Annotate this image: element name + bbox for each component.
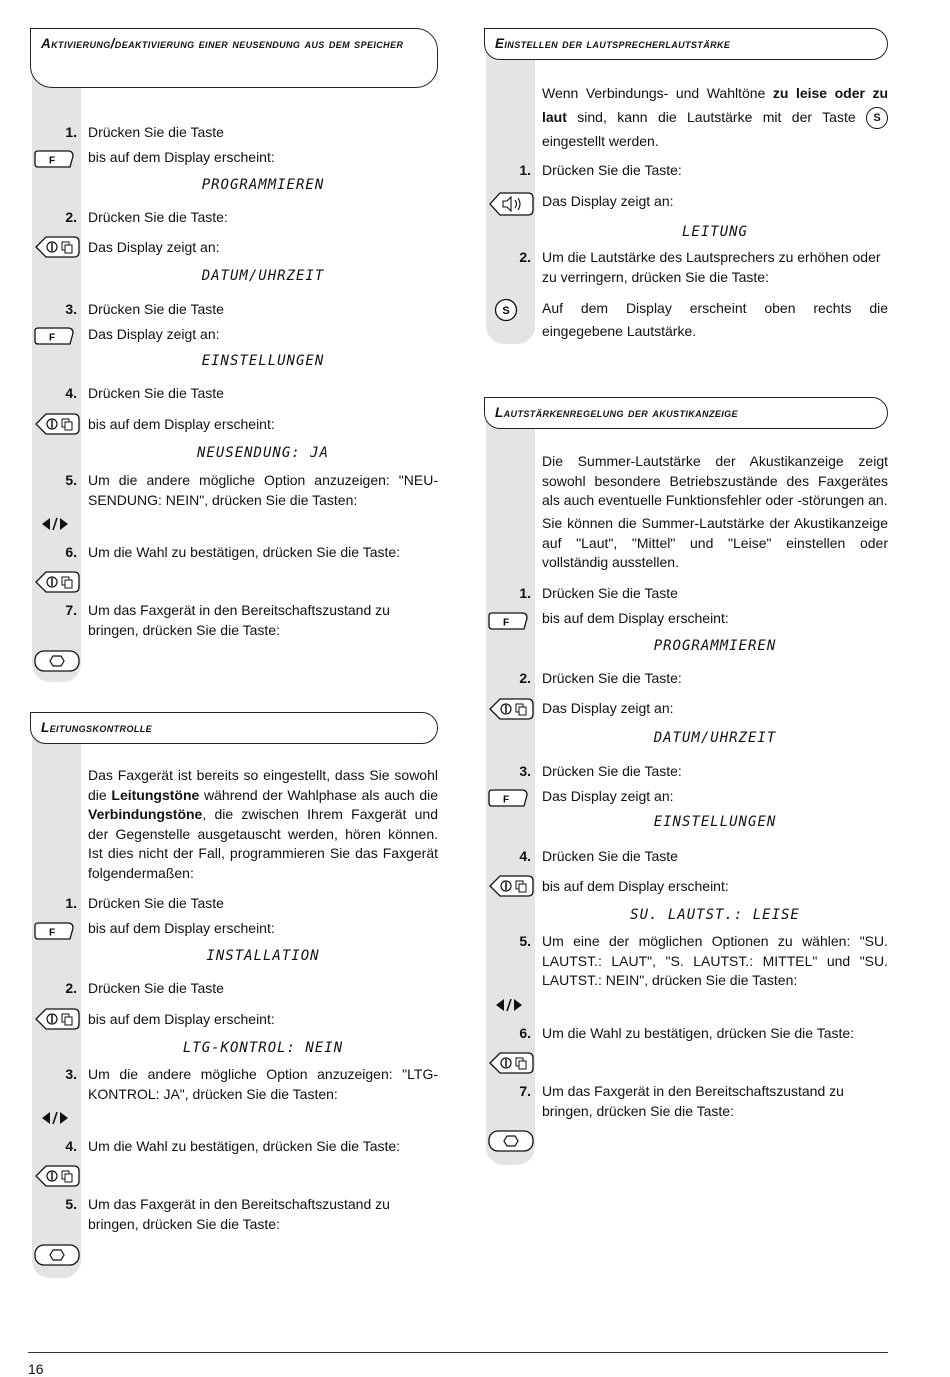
step-number: 2. xyxy=(519,249,531,265)
menu-key-icon xyxy=(488,1052,532,1072)
step-number: 5. xyxy=(519,933,531,949)
display-text: PROGRAMMIEREN xyxy=(201,177,325,193)
step-text: Um die Lautstärke des Lautsprechers zu erhöhen oder zu verringern, drücken Sie die Taste: xyxy=(542,249,881,285)
step-text: Drücken Sie die Taste: xyxy=(88,209,228,225)
step-number: 3. xyxy=(65,1066,77,1082)
step-number: 1. xyxy=(519,585,531,601)
step-text: Drücken Sie die Taste xyxy=(542,585,678,601)
arrow-keys-icon xyxy=(40,515,84,535)
footer-divider xyxy=(28,1352,888,1353)
section-title: Leitungskontrolle xyxy=(41,720,153,735)
menu-key-icon xyxy=(34,1165,78,1185)
s-key-icon xyxy=(494,298,538,318)
step-text: bis auf dem Display erscheint: xyxy=(88,920,275,936)
arrow-keys-icon xyxy=(494,996,538,1016)
svg-text:F: F xyxy=(48,927,56,939)
step-text: bis auf dem Display erscheint: xyxy=(88,416,275,432)
display-text: LTG-KONTROL: NEIN xyxy=(182,1040,344,1056)
step-text: Um die Wahl zu bestätigen, drücken Sie die Taste: xyxy=(542,1025,855,1041)
menu-key-icon xyxy=(488,875,532,895)
s-key-icon: S xyxy=(866,107,888,129)
svg-text:F: F xyxy=(48,332,56,344)
display-text: DATUM/UHRZEIT xyxy=(653,730,777,746)
step-text: bis auf dem Display erscheint: xyxy=(542,878,729,894)
menu-key-icon xyxy=(488,698,532,718)
section-header xyxy=(30,712,438,744)
step-text: bis auf dem Display erscheint: xyxy=(542,610,729,626)
step-text: Das Display zeigt an: xyxy=(88,239,220,255)
f-key-icon xyxy=(488,788,532,808)
display-text: EINSTELLUNGEN xyxy=(653,814,777,830)
display-text: SU. LAUTST.: LEISE xyxy=(630,907,800,923)
step-text: Um das Faxgerät in den Bereitschaftszustand zu bringen, drücken Sie die Taste: xyxy=(542,1083,844,1119)
step-text: Um die Wahl zu bestätigen, drücken Sie die Taste: xyxy=(88,544,401,560)
step-number: 1. xyxy=(65,124,77,140)
section-title: Aktivierung/deaktivierung einer neusendung aus dem speicher xyxy=(41,36,404,51)
step-text: Um die andere mögliche Option anzuzeigen: "NEU-SENDUNG: NEIN", drücken Sie die Tasten: xyxy=(88,472,438,508)
menu-key-icon xyxy=(34,413,78,433)
menu-key-icon xyxy=(34,236,78,256)
section-title: Lautstärkenregelung der akustikanzeige xyxy=(495,405,738,420)
intro-paragraph: Das Faxgerät ist bereits so eingestellt, dass Sie sowohl die Leitungstöne während der Wahlphase als auch die Verbindungstöne, die zwischen Ihrem Faxgerät und der Gegenstelle ausgetauscht werden, hören können. Ist dies nicht der Fall, programmieren Sie das Faxgerät folgendermaßen: xyxy=(88,767,438,881)
step-number: 5. xyxy=(65,1196,77,1212)
display-text: INSTALLATION xyxy=(206,948,320,964)
step-text: Das Display zeigt an: xyxy=(542,700,674,716)
step-text: Drücken Sie die Taste: xyxy=(542,162,682,178)
step-number: 2. xyxy=(65,980,77,996)
section-header xyxy=(484,397,888,429)
step-number: 7. xyxy=(65,602,77,618)
step-text: Um das Faxgerät in den Bereitschaftszustand zu bringen, drücken Sie die Taste: xyxy=(88,602,390,638)
step-number: 4. xyxy=(519,848,531,864)
section-title: Einstellen der lautsprecherlautstärke xyxy=(495,36,731,51)
step-text: Drücken Sie die Taste: xyxy=(542,670,682,686)
svg-text:F: F xyxy=(48,155,56,167)
intro-paragraph: Die Summer-Lautstärke der Akustikanzeige zeigt sowohl besondere Betriebszustände des Faxgerätes als auch eventuelle Funktionsfehler oder -störungen an. xyxy=(542,453,888,508)
step-text: Drücken Sie die Taste xyxy=(88,895,224,911)
step-text: bis auf dem Display erscheint: xyxy=(88,149,275,165)
intro-paragraph: Sie können die Summer-Lautstärke der Akustikanzeige auf "Laut", "Mittel" und "Leise" einstellen oder vollständig ausstellen. xyxy=(542,515,888,570)
step-number: 3. xyxy=(519,763,531,779)
step-number: 4. xyxy=(65,385,77,401)
step-number: 5. xyxy=(65,472,77,488)
step-number: 3. xyxy=(65,301,77,317)
stop-key-icon xyxy=(34,1244,78,1264)
step-text: Das Display zeigt an: xyxy=(88,326,220,342)
step-text: Um die Wahl zu bestätigen, drücken Sie die Taste: xyxy=(88,1138,401,1154)
step-text: bis auf dem Display erscheint: xyxy=(88,1011,275,1027)
page-number: 16 xyxy=(28,1361,44,1377)
svg-text:F: F xyxy=(502,617,510,629)
step-number: 2. xyxy=(65,209,77,225)
step-text: Drücken Sie die Taste xyxy=(542,848,678,864)
stop-key-icon xyxy=(34,650,78,670)
display-text: DATUM/UHRZEIT xyxy=(201,268,325,284)
speaker-key-icon xyxy=(488,192,532,212)
display-text: EINSTELLUNGEN xyxy=(201,353,325,369)
step-number: 6. xyxy=(519,1025,531,1041)
arrow-keys-icon xyxy=(40,1109,84,1129)
step-text: Drücken Sie die Taste xyxy=(88,301,224,317)
step-text: Drücken Sie die Taste xyxy=(88,980,224,996)
svg-text:F: F xyxy=(502,794,510,806)
svg-text:S: S xyxy=(502,305,510,317)
step-text: Drücken Sie die Taste: xyxy=(542,763,682,779)
step-number: 1. xyxy=(519,162,531,178)
f-key-icon xyxy=(34,326,78,346)
stop-key-icon xyxy=(488,1130,532,1150)
step-text: Das Display zeigt an: xyxy=(542,193,674,209)
display-text: NEUSENDUNG: JA xyxy=(196,445,329,461)
section-header xyxy=(484,28,888,60)
step-number: 1. xyxy=(65,895,77,911)
menu-key-icon xyxy=(34,571,78,591)
step-number: 6. xyxy=(65,544,77,560)
step-number: 4. xyxy=(65,1138,77,1154)
step-text: Um das Faxgerät in den Bereitschaftszustand zu bringen, drücken Sie die Taste: xyxy=(88,1196,390,1232)
step-text: Das Display zeigt an: xyxy=(542,788,674,804)
step-number: 7. xyxy=(519,1083,531,1099)
section-header xyxy=(30,28,438,88)
f-key-icon xyxy=(34,149,78,169)
step-text: Auf dem Display erscheint oben rechts die eingegebene Lautstärke. xyxy=(542,300,888,339)
step-text: Drücken Sie die Taste xyxy=(88,385,224,401)
f-key-icon xyxy=(488,611,532,631)
step-text: Drücken Sie die Taste xyxy=(88,124,224,140)
display-text: LEITUNG xyxy=(681,224,748,240)
f-key-icon xyxy=(34,921,78,941)
step-number: 2. xyxy=(519,670,531,686)
intro-paragraph: Wenn Verbindungs- und Wahltöne zu leise oder zu laut sind, kann die Lautstärke mit der Taste S eingestellt werden. xyxy=(542,85,888,150)
menu-key-icon xyxy=(34,1008,78,1028)
step-text: Um die andere mögliche Option anzuzeigen: "LTG-KONTROL: JA", drücken Sie die Tasten: xyxy=(88,1066,438,1102)
step-text: Um eine der möglichen Optionen zu wählen: "SU. LAUTST.: LAUT", "S. LAUTST.: MITTEL" und "SU. LAUTST.: NEIN", drücken Sie die Tasten: xyxy=(542,933,888,988)
display-text: PROGRAMMIEREN xyxy=(653,638,777,654)
